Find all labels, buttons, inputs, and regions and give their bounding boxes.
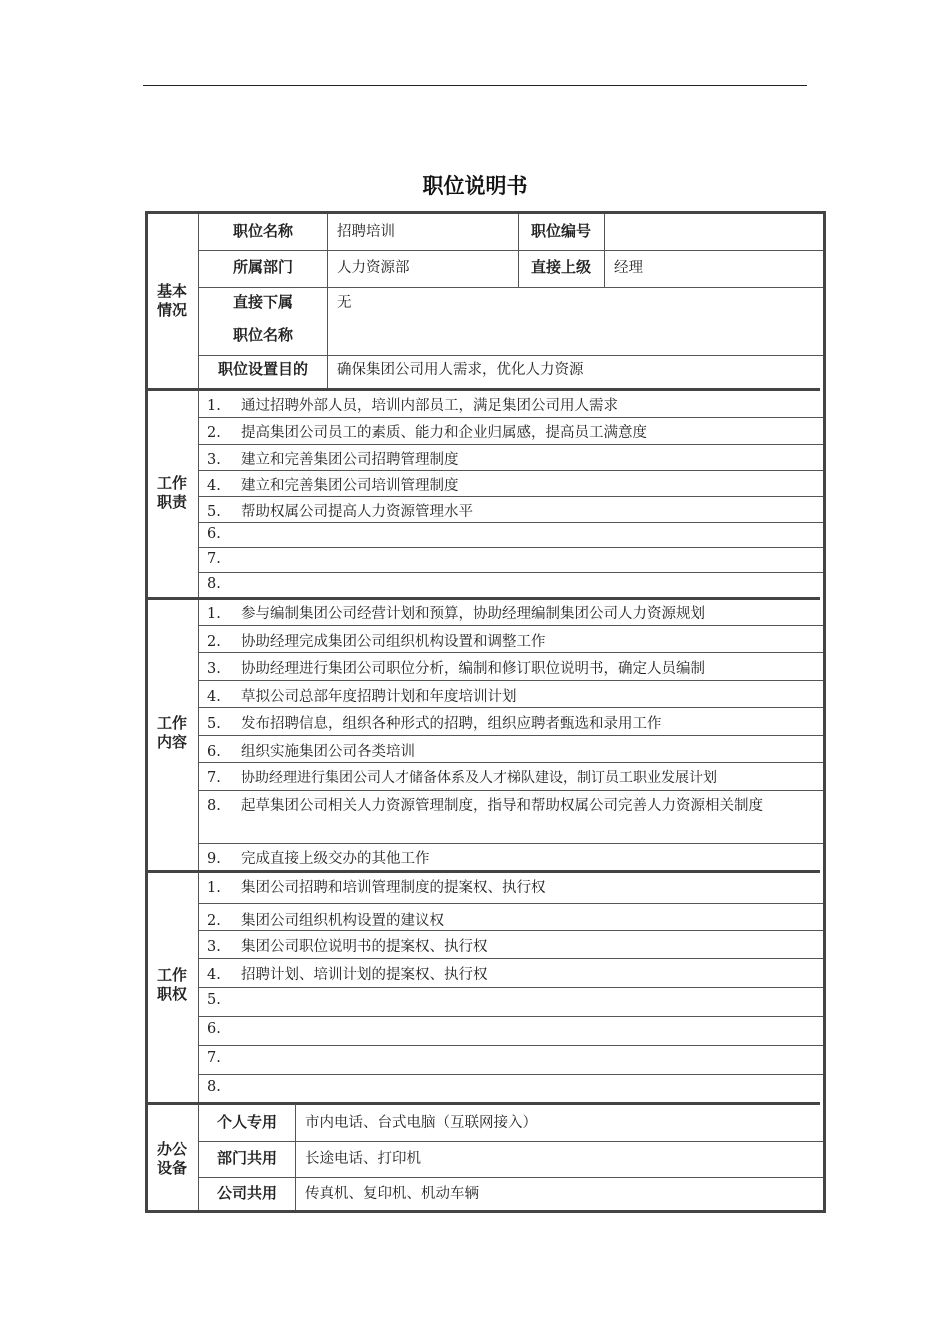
section-divider — [148, 388, 820, 391]
authority-item-text: 集团公司组织机构设置的建议权 — [241, 913, 444, 929]
duty-item-number: 4. — [207, 478, 221, 494]
content-item-text: 协助经理进行集团公司人才储备体系及人才梯队建设，制订员工职业发展计划 — [241, 770, 717, 786]
row-divider — [198, 735, 823, 736]
content-item — [207, 794, 819, 818]
authority-item — [207, 1021, 241, 1037]
section-column-divider — [198, 214, 199, 1210]
duty-item-text: 帮助权属公司提高人力资源管理水平 — [241, 504, 473, 520]
section-label-content-text: 工作 内容 — [156, 714, 187, 751]
row-divider — [198, 625, 823, 626]
duty-item-text: 建立和完善集团公司培训管理制度 — [241, 478, 459, 494]
content-item-number: 2. — [207, 634, 221, 650]
row-divider — [198, 762, 823, 763]
document-title: 职位说明书 — [422, 174, 528, 198]
section-label-equipment — [150, 1140, 194, 1178]
authority-item-text: 集团公司招聘和培训管理制度的提案权、执行权 — [241, 880, 546, 896]
purpose-value: 确保集团公司用人需求，优化人力资源 — [337, 362, 584, 378]
content-item-text: 完成直接上级交办的其他工作 — [241, 851, 430, 867]
content-item — [207, 712, 662, 733]
row-divider — [198, 522, 823, 523]
content-item-text: 参与编制集团公司经营计划和预算，协助经理编制集团公司人力资源规划 — [241, 606, 705, 622]
authority-item — [207, 909, 444, 930]
duty-item — [207, 551, 241, 567]
duty-item — [207, 526, 241, 542]
purpose-label: 职位设置目的 — [217, 360, 308, 378]
duty-item — [207, 394, 618, 415]
content-item-number: 8. — [207, 798, 221, 814]
content-item-text: 起草集团公司相关人力资源管理制度，指导和帮助权属公司完善人力资源相关制度 — [241, 798, 763, 814]
authority-item — [207, 1079, 241, 1095]
authority-item-number: 8. — [207, 1079, 221, 1095]
duty-item — [207, 421, 647, 442]
equipment-row-value: 市内电话、台式电脑（互联网接入） — [305, 1115, 537, 1131]
row-divider — [198, 1141, 823, 1142]
duty-item — [207, 576, 241, 592]
content-item-number: 9. — [207, 851, 221, 867]
authority-item — [207, 1050, 241, 1066]
column-divider — [327, 214, 328, 388]
row-divider — [198, 930, 823, 931]
duty-item — [207, 448, 459, 469]
duty-item-text: 提高集团公司员工的素质、能力和企业归属感，提高员工满意度 — [241, 425, 647, 441]
section-divider — [148, 1102, 820, 1105]
content-item — [207, 767, 717, 787]
subordinate-value: 无 — [337, 295, 352, 311]
row-divider — [198, 355, 823, 356]
position-code-label: 职位编号 — [530, 222, 591, 240]
content-item-text: 发布招聘信息，组织各种形式的招聘，组织应聘者甄选和录用工作 — [241, 716, 662, 732]
duty-item — [207, 500, 473, 521]
row-divider — [198, 496, 823, 497]
authority-item-number: 5. — [207, 992, 221, 1008]
position-name-value: 招聘培训 — [337, 224, 395, 240]
authority-item-number: 4. — [207, 967, 221, 983]
column-divider — [295, 1104, 296, 1210]
header-rule — [143, 85, 807, 86]
authority-item-number: 7. — [207, 1050, 221, 1066]
supervisor-value: 经理 — [614, 260, 643, 276]
section-label-content — [150, 714, 194, 752]
row-divider — [198, 843, 823, 844]
equipment-row-label: 公司共用 — [216, 1184, 277, 1202]
content-item-number: 7. — [207, 770, 221, 786]
row-divider — [198, 958, 823, 959]
authority-item-text: 招聘计划、培训计划的提案权、执行权 — [241, 967, 488, 983]
duty-item-number: 1. — [207, 398, 221, 414]
authority-item — [207, 876, 546, 897]
row-divider — [198, 903, 823, 904]
content-item-number: 5. — [207, 716, 221, 732]
row-divider — [198, 680, 823, 681]
row-divider — [198, 547, 823, 548]
authority-item-number: 3. — [207, 939, 221, 955]
duty-item-text: 通过招聘外部人员，培训内部员工，满足集团公司用人需求 — [241, 398, 618, 414]
section-label-basic-text: 基本 情况 — [156, 282, 187, 319]
content-item-text: 组织实施集团公司各类培训 — [241, 744, 415, 760]
equipment-row-label: 个人专用 — [216, 1113, 277, 1131]
column-divider — [604, 214, 605, 287]
equipment-row-value: 长途电话、打印机 — [305, 1151, 421, 1167]
section-label-equipment-text: 办公 设备 — [156, 1140, 187, 1177]
duty-item — [207, 474, 459, 495]
duty-item-number: 5. — [207, 504, 221, 520]
section-label-duties-text: 工作 职责 — [156, 474, 187, 511]
content-item-number: 3. — [207, 661, 221, 677]
content-item — [207, 740, 415, 761]
row-divider — [198, 987, 823, 988]
section-label-authority-text: 工作 职权 — [156, 966, 187, 1003]
content-item-number: 6. — [207, 744, 221, 760]
position-name-label: 职位名称 — [232, 222, 293, 240]
content-item-number: 4. — [207, 689, 221, 705]
row-divider — [198, 707, 823, 708]
authority-item-number: 6. — [207, 1021, 221, 1037]
duty-item-text: 建立和完善集团公司招聘管理制度 — [241, 452, 459, 468]
subordinate-label-line2: 职位名称 — [232, 326, 293, 344]
content-item — [207, 685, 517, 706]
row-divider — [198, 652, 823, 653]
row-divider — [198, 1177, 823, 1178]
content-item — [207, 602, 705, 623]
section-label-duties — [150, 474, 194, 512]
authority-item — [207, 963, 488, 984]
duty-item-number: 2. — [207, 425, 221, 441]
row-divider — [198, 1074, 823, 1075]
row-divider — [198, 444, 823, 445]
equipment-row-value: 传真机、复印机、机动车辆 — [305, 1186, 479, 1202]
section-divider — [148, 870, 820, 873]
department-value: 人力资源部 — [337, 260, 410, 276]
authority-item — [207, 992, 241, 1008]
authority-item-number: 1. — [207, 880, 221, 896]
row-divider — [198, 790, 823, 791]
row-divider — [198, 1045, 823, 1046]
content-item-number: 1. — [207, 606, 221, 622]
authority-item-number: 2. — [207, 913, 221, 929]
row-divider — [198, 417, 823, 418]
authority-item — [207, 935, 488, 956]
row-divider — [198, 470, 823, 471]
authority-item-text: 集团公司职位说明书的提案权、执行权 — [241, 939, 488, 955]
row-divider — [198, 572, 823, 573]
content-item-text: 草拟公司总部年度招聘计划和年度培训计划 — [241, 689, 517, 705]
duty-item-number: 6. — [207, 526, 221, 542]
equipment-row-label: 部门共用 — [216, 1149, 277, 1167]
duty-item-number: 7. — [207, 551, 221, 567]
section-divider — [148, 597, 820, 600]
supervisor-label: 直接上级 — [530, 258, 591, 276]
content-item — [207, 630, 546, 651]
subordinate-label-line1: 直接下属 — [232, 293, 293, 311]
content-item-text: 协助经理完成集团公司组织机构设置和调整工作 — [241, 634, 546, 650]
row-divider — [198, 250, 823, 251]
row-divider — [198, 1016, 823, 1017]
content-item-text: 协助经理进行集团公司职位分析，编制和修订职位说明书，确定人员编制 — [241, 661, 705, 677]
section-label-basic — [150, 282, 194, 320]
duty-item-number: 8. — [207, 576, 221, 592]
row-divider — [198, 287, 823, 288]
section-label-authority — [150, 966, 194, 1004]
department-label: 所属部门 — [232, 258, 293, 276]
content-item — [207, 847, 430, 868]
duty-item-number: 3. — [207, 452, 221, 468]
content-item — [207, 657, 705, 678]
